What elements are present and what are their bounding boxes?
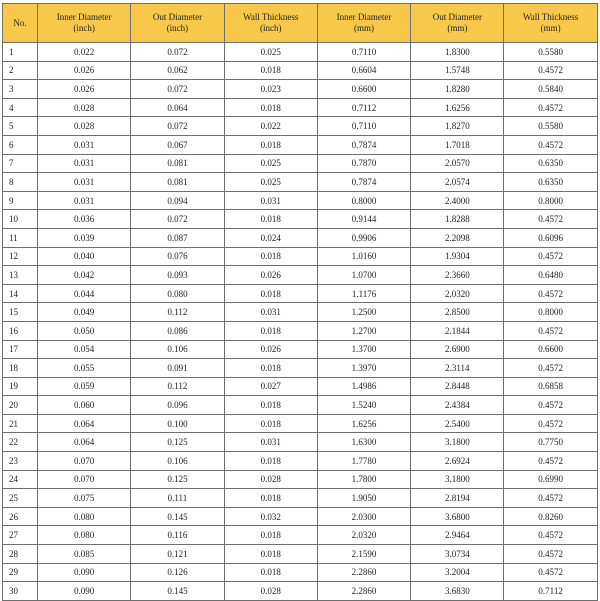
cell-no: 8 bbox=[3, 173, 38, 192]
cell-out-diameter-inch: 0.067 bbox=[131, 135, 224, 154]
cell-out-diameter-mm: 2.3114 bbox=[411, 359, 504, 378]
cell-out-diameter-inch: 0.080 bbox=[131, 284, 224, 303]
cell-no: 10 bbox=[3, 210, 38, 229]
cell-no: 20 bbox=[3, 396, 38, 415]
table-container bbox=[2, 3, 597, 601]
cell-out-diameter-inch: 0.086 bbox=[131, 321, 224, 340]
cell-no: 4 bbox=[3, 98, 38, 117]
cell-no: 3 bbox=[3, 80, 38, 99]
cell-wall-thickness-mm: 0.5580 bbox=[504, 117, 597, 136]
cell-out-diameter-inch: 0.125 bbox=[131, 470, 224, 489]
cell-out-diameter-inch: 0.145 bbox=[131, 582, 224, 601]
cell-no: 12 bbox=[3, 247, 38, 266]
cell-wall-thickness-mm: 0.4572 bbox=[504, 210, 597, 229]
cell-wall-thickness-inch: 0.018 bbox=[224, 247, 317, 266]
cell-wall-thickness-inch: 0.018 bbox=[224, 98, 317, 117]
cell-no: 7 bbox=[3, 154, 38, 173]
cell-out-diameter-mm: 1.7018 bbox=[411, 135, 504, 154]
cell-out-diameter-inch: 0.072 bbox=[131, 210, 224, 229]
cell-out-diameter-inch: 0.064 bbox=[131, 98, 224, 117]
cell-wall-thickness-inch: 0.018 bbox=[224, 452, 317, 471]
cell-no: 11 bbox=[3, 228, 38, 247]
cell-out-diameter-inch: 0.072 bbox=[131, 117, 224, 136]
cell-out-diameter-inch: 0.096 bbox=[131, 396, 224, 415]
cell-wall-thickness-inch: 0.018 bbox=[224, 359, 317, 378]
cell-wall-thickness-inch: 0.018 bbox=[224, 526, 317, 545]
cell-wall-thickness-inch: 0.023 bbox=[224, 80, 317, 99]
cell-out-diameter-mm: 2.9464 bbox=[411, 526, 504, 545]
cell-inner-diameter-mm: 1.6256 bbox=[317, 414, 410, 433]
cell-no: 30 bbox=[3, 582, 38, 601]
table-row bbox=[3, 470, 598, 489]
cell-wall-thickness-mm: 0.4572 bbox=[504, 414, 597, 433]
cell-inner-diameter-inch: 0.026 bbox=[38, 80, 131, 99]
cell-no: 19 bbox=[3, 377, 38, 396]
cell-wall-thickness-mm: 0.4572 bbox=[504, 545, 597, 564]
cell-out-diameter-inch: 0.087 bbox=[131, 228, 224, 247]
cell-no: 5 bbox=[3, 117, 38, 136]
table-row bbox=[3, 284, 598, 303]
table-row bbox=[3, 396, 598, 415]
cell-out-diameter-mm: 2.4384 bbox=[411, 396, 504, 415]
cell-wall-thickness-inch: 0.018 bbox=[224, 284, 317, 303]
cell-inner-diameter-mm: 1.2500 bbox=[317, 303, 410, 322]
cell-wall-thickness-mm: 0.4572 bbox=[504, 321, 597, 340]
table-body bbox=[3, 43, 598, 601]
cell-inner-diameter-mm: 0.7110 bbox=[317, 117, 410, 136]
cell-wall-thickness-mm: 0.4572 bbox=[504, 526, 597, 545]
cell-inner-diameter-mm: 2.0320 bbox=[317, 526, 410, 545]
cell-wall-thickness-mm: 0.5580 bbox=[504, 43, 597, 62]
table-row bbox=[3, 321, 598, 340]
cell-no: 14 bbox=[3, 284, 38, 303]
cell-out-diameter-inch: 0.112 bbox=[131, 303, 224, 322]
table-row bbox=[3, 377, 598, 396]
table-row bbox=[3, 359, 598, 378]
cell-wall-thickness-inch: 0.022 bbox=[224, 117, 317, 136]
cell-out-diameter-mm: 1.6256 bbox=[411, 98, 504, 117]
table-row bbox=[3, 117, 598, 136]
cell-wall-thickness-inch: 0.018 bbox=[224, 545, 317, 564]
table-row bbox=[3, 433, 598, 452]
cell-out-diameter-inch: 0.106 bbox=[131, 452, 224, 471]
cell-out-diameter-mm: 2.5400 bbox=[411, 414, 504, 433]
cell-no: 1 bbox=[3, 43, 38, 62]
cell-wall-thickness-inch: 0.018 bbox=[224, 210, 317, 229]
cell-inner-diameter-inch: 0.064 bbox=[38, 414, 131, 433]
cell-wall-thickness-inch: 0.026 bbox=[224, 266, 317, 285]
cell-no: 13 bbox=[3, 266, 38, 285]
cell-wall-thickness-mm: 0.4572 bbox=[504, 98, 597, 117]
cell-inner-diameter-inch: 0.070 bbox=[38, 470, 131, 489]
table-row bbox=[3, 545, 598, 564]
table-row bbox=[3, 303, 598, 322]
table-row bbox=[3, 247, 598, 266]
cell-no: 22 bbox=[3, 433, 38, 452]
cell-out-diameter-mm: 3.6800 bbox=[411, 507, 504, 526]
table-row bbox=[3, 191, 598, 210]
cell-wall-thickness-inch: 0.025 bbox=[224, 173, 317, 192]
cell-out-diameter-mm: 3.1800 bbox=[411, 470, 504, 489]
cell-out-diameter-mm: 1.8288 bbox=[411, 210, 504, 229]
cell-wall-thickness-mm: 0.4572 bbox=[504, 61, 597, 80]
cell-out-diameter-mm: 1.8300 bbox=[411, 43, 504, 62]
cell-wall-thickness-inch: 0.032 bbox=[224, 507, 317, 526]
cell-out-diameter-mm: 2.6924 bbox=[411, 452, 504, 471]
cell-no: 6 bbox=[3, 135, 38, 154]
cell-inner-diameter-inch: 0.070 bbox=[38, 452, 131, 471]
cell-out-diameter-inch: 0.094 bbox=[131, 191, 224, 210]
cell-inner-diameter-mm: 2.0300 bbox=[317, 507, 410, 526]
cell-inner-diameter-mm: 0.7870 bbox=[317, 154, 410, 173]
cell-inner-diameter-inch: 0.031 bbox=[38, 154, 131, 173]
cell-out-diameter-inch: 0.081 bbox=[131, 154, 224, 173]
cell-inner-diameter-inch: 0.031 bbox=[38, 135, 131, 154]
cell-wall-thickness-mm: 0.6350 bbox=[504, 154, 597, 173]
table-row bbox=[3, 489, 598, 508]
cell-inner-diameter-mm: 0.6600 bbox=[317, 80, 410, 99]
cell-wall-thickness-mm: 0.7112 bbox=[504, 582, 597, 601]
cell-wall-thickness-mm: 0.8260 bbox=[504, 507, 597, 526]
cell-wall-thickness-inch: 0.018 bbox=[224, 396, 317, 415]
cell-out-diameter-inch: 0.062 bbox=[131, 61, 224, 80]
header-inner-diameter-inch: Inner Diameter (inch) bbox=[38, 4, 131, 43]
cell-wall-thickness-inch: 0.018 bbox=[224, 563, 317, 582]
table-row bbox=[3, 154, 598, 173]
cell-out-diameter-inch: 0.112 bbox=[131, 377, 224, 396]
table-row bbox=[3, 452, 598, 471]
cell-out-diameter-mm: 2.8448 bbox=[411, 377, 504, 396]
cell-inner-diameter-mm: 1.0160 bbox=[317, 247, 410, 266]
cell-inner-diameter-mm: 0.9144 bbox=[317, 210, 410, 229]
table-row bbox=[3, 98, 598, 117]
cell-inner-diameter-mm: 0.8000 bbox=[317, 191, 410, 210]
table-row bbox=[3, 43, 598, 62]
cell-out-diameter-mm: 3.1800 bbox=[411, 433, 504, 452]
cell-out-diameter-mm: 1.8270 bbox=[411, 117, 504, 136]
cell-wall-thickness-mm: 0.4572 bbox=[504, 284, 597, 303]
cell-no: 16 bbox=[3, 321, 38, 340]
table-row bbox=[3, 61, 598, 80]
cell-inner-diameter-inch: 0.059 bbox=[38, 377, 131, 396]
cell-out-diameter-mm: 2.3660 bbox=[411, 266, 504, 285]
cell-out-diameter-inch: 0.121 bbox=[131, 545, 224, 564]
cell-no: 23 bbox=[3, 452, 38, 471]
cell-out-diameter-inch: 0.126 bbox=[131, 563, 224, 582]
table-row bbox=[3, 563, 598, 582]
tube-dimensions-table bbox=[2, 3, 598, 601]
cell-no: 15 bbox=[3, 303, 38, 322]
cell-no: 9 bbox=[3, 191, 38, 210]
cell-out-diameter-inch: 0.081 bbox=[131, 173, 224, 192]
table-row bbox=[3, 582, 598, 601]
cell-out-diameter-mm: 2.4000 bbox=[411, 191, 504, 210]
cell-wall-thickness-mm: 0.4572 bbox=[504, 359, 597, 378]
header-wall-thickness-inch: Wall Thickness (inch) bbox=[224, 4, 317, 43]
cell-out-diameter-inch: 0.091 bbox=[131, 359, 224, 378]
cell-inner-diameter-mm: 1.3970 bbox=[317, 359, 410, 378]
cell-inner-diameter-inch: 0.085 bbox=[38, 545, 131, 564]
cell-out-diameter-inch: 0.093 bbox=[131, 266, 224, 285]
cell-wall-thickness-mm: 0.5840 bbox=[504, 80, 597, 99]
cell-inner-diameter-mm: 2.2860 bbox=[317, 563, 410, 582]
cell-out-diameter-inch: 0.076 bbox=[131, 247, 224, 266]
cell-inner-diameter-inch: 0.080 bbox=[38, 507, 131, 526]
cell-no: 18 bbox=[3, 359, 38, 378]
cell-inner-diameter-inch: 0.064 bbox=[38, 433, 131, 452]
table-header bbox=[3, 4, 598, 43]
table-row bbox=[3, 135, 598, 154]
cell-out-diameter-mm: 3.0734 bbox=[411, 545, 504, 564]
cell-wall-thickness-mm: 0.8000 bbox=[504, 191, 597, 210]
cell-no: 21 bbox=[3, 414, 38, 433]
cell-inner-diameter-mm: 0.7112 bbox=[317, 98, 410, 117]
table-row bbox=[3, 80, 598, 99]
cell-out-diameter-mm: 1.5748 bbox=[411, 61, 504, 80]
cell-wall-thickness-inch: 0.027 bbox=[224, 377, 317, 396]
cell-no: 26 bbox=[3, 507, 38, 526]
table-row bbox=[3, 210, 598, 229]
header-inner-diameter-mm: Inner Diameter (mm) bbox=[317, 4, 410, 43]
cell-out-diameter-mm: 2.8500 bbox=[411, 303, 504, 322]
cell-wall-thickness-inch: 0.025 bbox=[224, 43, 317, 62]
cell-inner-diameter-inch: 0.028 bbox=[38, 98, 131, 117]
header-out-diameter-mm: Out Diameter (mm) bbox=[411, 4, 504, 43]
cell-wall-thickness-inch: 0.018 bbox=[224, 489, 317, 508]
cell-wall-thickness-inch: 0.026 bbox=[224, 340, 317, 359]
cell-out-diameter-mm: 3.6830 bbox=[411, 582, 504, 601]
cell-out-diameter-mm: 2.8194 bbox=[411, 489, 504, 508]
header-out-diameter-inch: Out Diameter (inch) bbox=[131, 4, 224, 43]
cell-out-diameter-mm: 1.8280 bbox=[411, 80, 504, 99]
cell-out-diameter-mm: 3.2004 bbox=[411, 563, 504, 582]
cell-inner-diameter-inch: 0.042 bbox=[38, 266, 131, 285]
table-row bbox=[3, 526, 598, 545]
cell-wall-thickness-inch: 0.025 bbox=[224, 154, 317, 173]
table-row bbox=[3, 414, 598, 433]
cell-inner-diameter-inch: 0.090 bbox=[38, 563, 131, 582]
cell-inner-diameter-inch: 0.040 bbox=[38, 247, 131, 266]
cell-inner-diameter-inch: 0.028 bbox=[38, 117, 131, 136]
cell-wall-thickness-mm: 0.4572 bbox=[504, 135, 597, 154]
cell-inner-diameter-inch: 0.031 bbox=[38, 191, 131, 210]
table-row bbox=[3, 507, 598, 526]
cell-wall-thickness-mm: 0.6096 bbox=[504, 228, 597, 247]
cell-inner-diameter-inch: 0.060 bbox=[38, 396, 131, 415]
cell-no: 27 bbox=[3, 526, 38, 545]
header-no: No. bbox=[3, 4, 38, 43]
cell-inner-diameter-inch: 0.039 bbox=[38, 228, 131, 247]
cell-inner-diameter-mm: 1.4986 bbox=[317, 377, 410, 396]
cell-inner-diameter-mm: 0.7110 bbox=[317, 43, 410, 62]
cell-no: 2 bbox=[3, 61, 38, 80]
cell-inner-diameter-mm: 2.2860 bbox=[317, 582, 410, 601]
cell-wall-thickness-inch: 0.024 bbox=[224, 228, 317, 247]
cell-wall-thickness-mm: 0.6480 bbox=[504, 266, 597, 285]
cell-out-diameter-inch: 0.072 bbox=[131, 80, 224, 99]
cell-inner-diameter-inch: 0.031 bbox=[38, 173, 131, 192]
cell-inner-diameter-inch: 0.022 bbox=[38, 43, 131, 62]
cell-out-diameter-inch: 0.116 bbox=[131, 526, 224, 545]
cell-inner-diameter-mm: 1.1176 bbox=[317, 284, 410, 303]
cell-wall-thickness-mm: 0.4572 bbox=[504, 452, 597, 471]
cell-inner-diameter-mm: 1.7800 bbox=[317, 470, 410, 489]
cell-inner-diameter-inch: 0.080 bbox=[38, 526, 131, 545]
cell-inner-diameter-mm: 0.9906 bbox=[317, 228, 410, 247]
cell-inner-diameter-mm: 1.7780 bbox=[317, 452, 410, 471]
cell-wall-thickness-mm: 0.4572 bbox=[504, 396, 597, 415]
header-wall-thickness-mm: Wall Thickness (mm) bbox=[504, 4, 597, 43]
cell-wall-thickness-mm: 0.6350 bbox=[504, 173, 597, 192]
cell-out-diameter-mm: 2.6900 bbox=[411, 340, 504, 359]
cell-out-diameter-mm: 2.0570 bbox=[411, 154, 504, 173]
cell-wall-thickness-inch: 0.031 bbox=[224, 303, 317, 322]
table-row bbox=[3, 340, 598, 359]
cell-no: 25 bbox=[3, 489, 38, 508]
cell-out-diameter-mm: 2.0574 bbox=[411, 173, 504, 192]
cell-wall-thickness-mm: 0.6600 bbox=[504, 340, 597, 359]
cell-wall-thickness-inch: 0.018 bbox=[224, 135, 317, 154]
cell-inner-diameter-mm: 0.6604 bbox=[317, 61, 410, 80]
cell-inner-diameter-inch: 0.049 bbox=[38, 303, 131, 322]
cell-out-diameter-inch: 0.100 bbox=[131, 414, 224, 433]
cell-out-diameter-mm: 1.9304 bbox=[411, 247, 504, 266]
cell-inner-diameter-inch: 0.054 bbox=[38, 340, 131, 359]
table-row bbox=[3, 228, 598, 247]
cell-out-diameter-mm: 2.0320 bbox=[411, 284, 504, 303]
cell-inner-diameter-inch: 0.044 bbox=[38, 284, 131, 303]
cell-inner-diameter-inch: 0.026 bbox=[38, 61, 131, 80]
cell-wall-thickness-inch: 0.018 bbox=[224, 414, 317, 433]
cell-wall-thickness-inch: 0.028 bbox=[224, 582, 317, 601]
cell-inner-diameter-inch: 0.075 bbox=[38, 489, 131, 508]
cell-inner-diameter-inch: 0.050 bbox=[38, 321, 131, 340]
cell-inner-diameter-mm: 2.1590 bbox=[317, 545, 410, 564]
cell-wall-thickness-inch: 0.031 bbox=[224, 433, 317, 452]
cell-out-diameter-inch: 0.125 bbox=[131, 433, 224, 452]
cell-inner-diameter-mm: 1.0700 bbox=[317, 266, 410, 285]
cell-out-diameter-inch: 0.145 bbox=[131, 507, 224, 526]
cell-out-diameter-inch: 0.072 bbox=[131, 43, 224, 62]
cell-out-diameter-mm: 2.2098 bbox=[411, 228, 504, 247]
cell-no: 28 bbox=[3, 545, 38, 564]
cell-wall-thickness-mm: 0.6990 bbox=[504, 470, 597, 489]
cell-out-diameter-inch: 0.106 bbox=[131, 340, 224, 359]
cell-out-diameter-inch: 0.111 bbox=[131, 489, 224, 508]
cell-inner-diameter-inch: 0.090 bbox=[38, 582, 131, 601]
table-row bbox=[3, 173, 598, 192]
cell-inner-diameter-inch: 0.055 bbox=[38, 359, 131, 378]
cell-inner-diameter-mm: 1.9050 bbox=[317, 489, 410, 508]
cell-wall-thickness-inch: 0.031 bbox=[224, 191, 317, 210]
cell-inner-diameter-mm: 1.3700 bbox=[317, 340, 410, 359]
cell-wall-thickness-inch: 0.028 bbox=[224, 470, 317, 489]
cell-out-diameter-mm: 2.1844 bbox=[411, 321, 504, 340]
cell-wall-thickness-inch: 0.018 bbox=[224, 61, 317, 80]
cell-no: 17 bbox=[3, 340, 38, 359]
cell-wall-thickness-mm: 0.4572 bbox=[504, 563, 597, 582]
cell-wall-thickness-mm: 0.8000 bbox=[504, 303, 597, 322]
cell-no: 29 bbox=[3, 563, 38, 582]
cell-inner-diameter-mm: 0.7874 bbox=[317, 135, 410, 154]
cell-inner-diameter-mm: 1.6300 bbox=[317, 433, 410, 452]
cell-wall-thickness-mm: 0.7750 bbox=[504, 433, 597, 452]
cell-wall-thickness-inch: 0.018 bbox=[224, 321, 317, 340]
cell-wall-thickness-mm: 0.4572 bbox=[504, 489, 597, 508]
cell-inner-diameter-mm: 1.2700 bbox=[317, 321, 410, 340]
cell-inner-diameter-mm: 1.5240 bbox=[317, 396, 410, 415]
cell-inner-diameter-mm: 0.7874 bbox=[317, 173, 410, 192]
cell-inner-diameter-inch: 0.036 bbox=[38, 210, 131, 229]
cell-wall-thickness-mm: 0.4572 bbox=[504, 247, 597, 266]
cell-wall-thickness-mm: 0.6858 bbox=[504, 377, 597, 396]
header-row bbox=[3, 4, 598, 43]
cell-no: 24 bbox=[3, 470, 38, 489]
table-row bbox=[3, 266, 598, 285]
